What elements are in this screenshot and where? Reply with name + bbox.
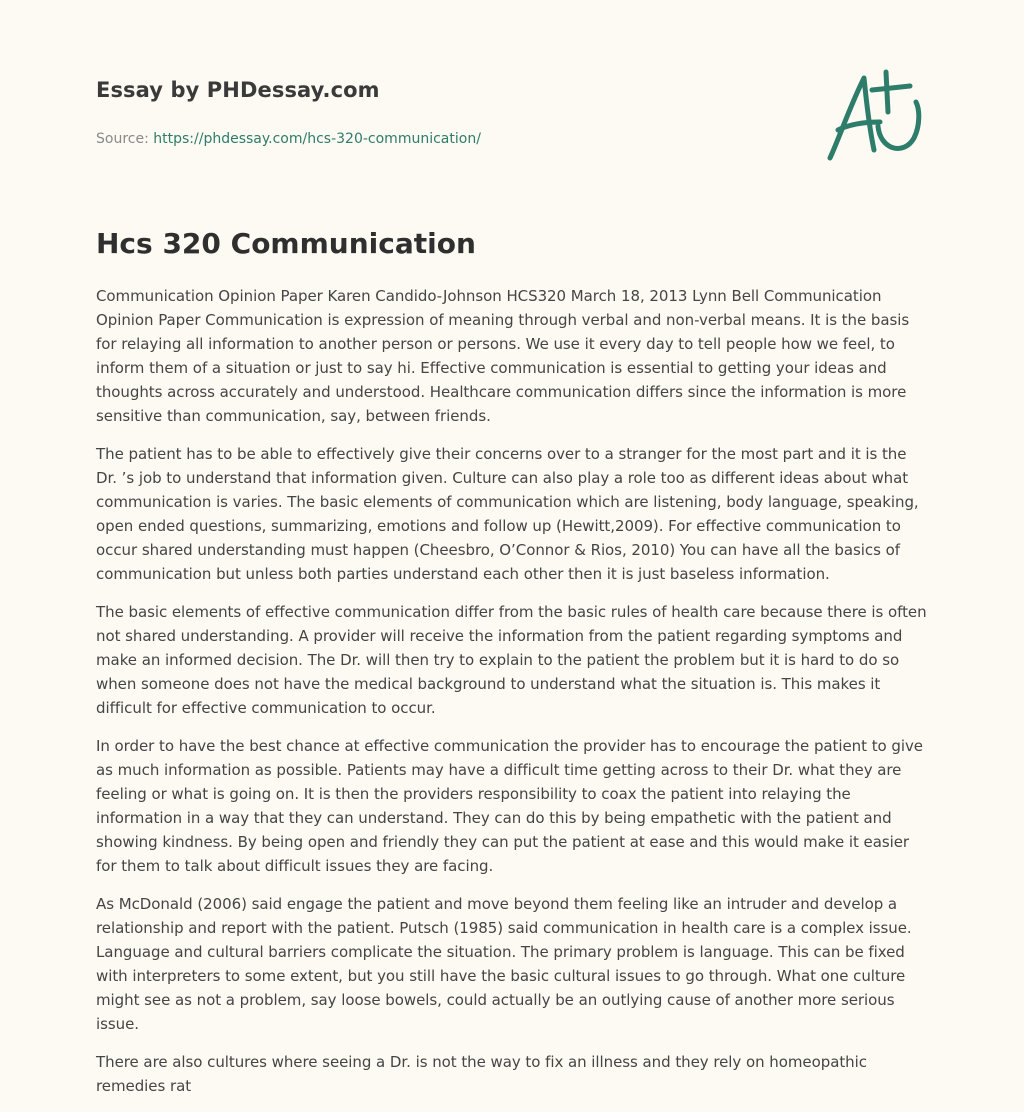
essay-paragraph: The basic elements of effective communication differ from the basic rules of health care because there is often not shared understanding. A provider will receive the information from the patient regarding symptoms and make an informed decision. The Dr. will then try to explain to the patient the problem but it is hard to do so when someone does not have the medical background to understand what the situation is. This makes it difficult for effective communication to occur. [96, 603, 927, 717]
essay-paragraph: As McDonald (2006) said engage the patient and move beyond them feeling like an intruder and develop a relationship and report with the patient. Putsch (1985) said communication in health care is a complex issue. Language and cultural barriers complicate the situation. The primary problem is language. This can be fixed with interpreters to some extent, but you still have the basic cultural issues to go through. What one culture might see as not a problem, say loose bowels, could actually be an outlying cause of another more serious issue. [96, 895, 912, 1033]
a-plus-logo-svg [820, 66, 930, 166]
page-header [96, 76, 796, 148]
essay-body [96, 284, 932, 1112]
essay-paragraph: There are also cultures where seeing a Dr. is not the way to fix an illness and they rely on homeopathic remedies rat [96, 1053, 867, 1095]
essay-paragraph: Communication Opinion Paper Karen Candido-Johnson HCS320 March 18, 2013 Lynn Bell Communication Opinion Paper Communication is expression of meaning through verbal and non-verbal means. It is the basis for relaying all information to another person or persons. We use it every day to tell people how we feel, to inform them of a situation or just to say hi. Effective communication is essential to getting your ideas and thoughts across accurately and understood. Healthcare communication differs since the information is more sensitive than communication, say, between friends. [96, 287, 910, 425]
site-brand: Essay by PHDessay.com [96, 78, 380, 102]
source-link[interactable]: https://phdessay.com/hcs-320-communication/ [153, 131, 481, 147]
a-plus-logo-icon [820, 66, 930, 166]
essay-paragraph: The patient has to be able to effectively give their concerns over to a stranger for the most part and it is the Dr. ’s job to understand that information given. Culture can also play a role too as different ideas about what communication is varies. The basic elements of communication which are listening, body language, speaking, open ended questions, summarizing, emotions and follow up (Hewitt,2009). For effective communication to occur shared understanding must happen (Cheesbro, O’Connor & Rios, 2010) You can have all the basics of communication but unless both parties understand each other then it is just baseless information. [96, 445, 919, 583]
essay-paragraph: In order to have the best chance at effective communication the provider has to encourage the patient to give as much information as possible. Patients may have a difficult time getting across to their Dr. what they are feeling or what is going on. It is then the providers responsibility to coax the patient into relaying the information in a way that they can understand. They can do this by being empathetic with the patient and showing kindness. By being open and friendly they can put the patient at ease and this would make it easier for them to talk about difficult issues they are facing. [96, 737, 923, 875]
source-line [96, 130, 796, 148]
source-label: Source: [96, 131, 154, 147]
page-title: Hcs 320 Communication [96, 227, 476, 260]
